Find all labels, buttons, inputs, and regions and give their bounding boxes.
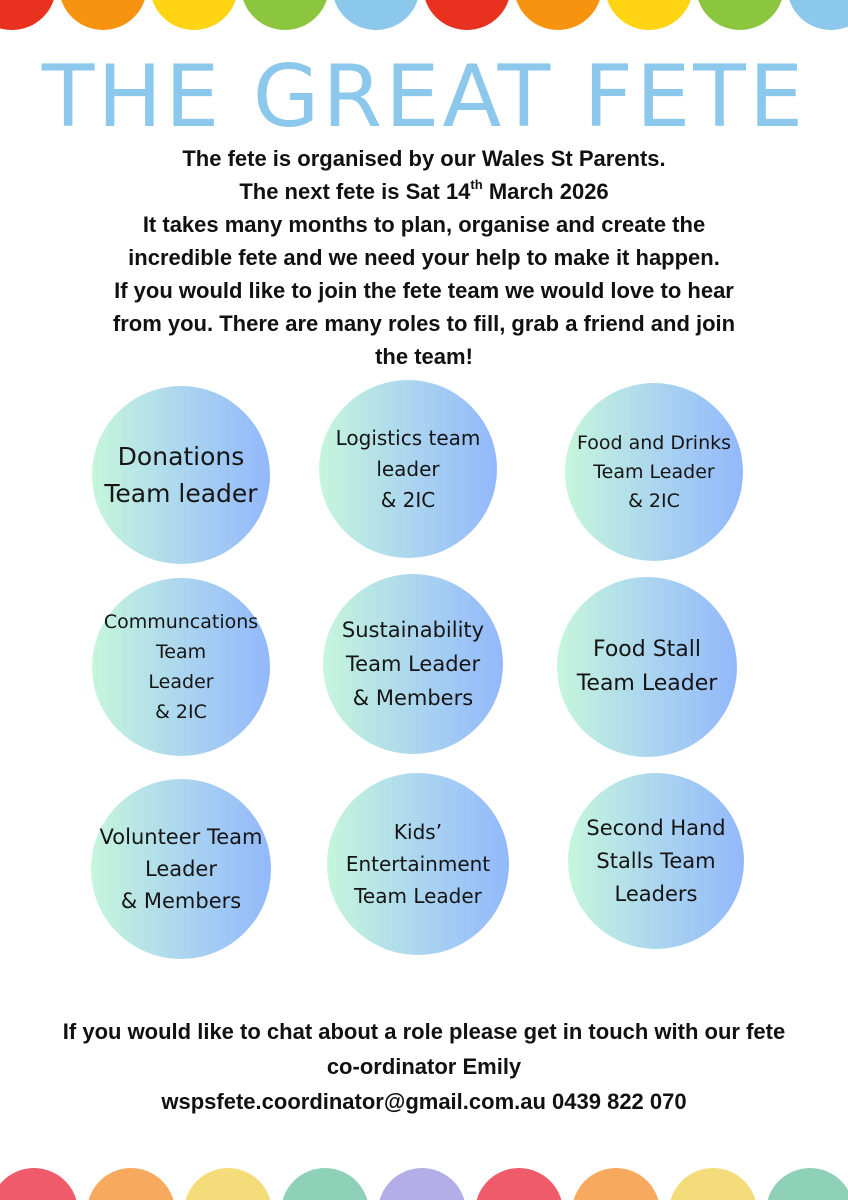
role-label-line: Entertainment	[345, 852, 491, 876]
contact-details: wspsfete.coordinator@gmail.com.au 0439 822 070	[161, 1089, 687, 1114]
role-label-line: & 2IC	[628, 489, 680, 512]
decorative-dot	[332, 0, 420, 30]
intro-date-month: March 2026	[482, 179, 609, 204]
decorative-dot	[423, 0, 511, 30]
decorative-dot	[150, 0, 238, 30]
role-label-line: Team	[155, 641, 207, 663]
role-label	[346, 816, 490, 912]
role-circle	[323, 574, 503, 754]
contact-text: If you would like to chat about a role please get in touch with our fete	[62, 1019, 786, 1044]
intro-date-text: The next fete is Sat 14	[239, 179, 471, 204]
decorative-dot	[572, 1168, 660, 1200]
decorative-dot	[475, 1168, 563, 1200]
role-label-line: & 2IC	[380, 487, 436, 512]
intro-line: from you. There are many roles to fill, grab a friend and join	[112, 311, 736, 336]
role-label-line: Team leader	[104, 479, 258, 508]
role-label-line: Donations	[117, 442, 245, 471]
decorative-dot	[766, 1168, 848, 1200]
intro-line: It takes many months to plan, organise and create the	[142, 212, 706, 237]
role-label-line: Volunteer Team	[99, 825, 263, 849]
role-label	[104, 438, 257, 512]
decorative-dot	[514, 0, 602, 30]
role-circle	[92, 578, 270, 756]
role-label	[586, 812, 725, 911]
role-label	[336, 423, 481, 516]
role-label-line: Stalls Team	[596, 848, 716, 873]
role-label-line: Team Leader	[593, 460, 715, 483]
intro-text	[40, 142, 808, 373]
intro-line: The fete is organised by our Wales St Parents.	[182, 146, 666, 171]
role-label-line: Communcations	[103, 611, 259, 633]
decorative-dot	[59, 0, 147, 30]
role-circle	[565, 383, 743, 561]
role-label	[577, 429, 731, 516]
role-label	[104, 607, 258, 727]
role-label-line: Sustainability	[341, 618, 485, 642]
decorative-dot	[787, 0, 848, 30]
role-label	[342, 613, 484, 715]
page-title: THE GREAT FETE	[41, 47, 807, 147]
role-label-line: Team Leader	[354, 884, 482, 908]
intro-line: If you would like to join the fete team we would love to hear	[114, 278, 734, 303]
role-circle	[327, 773, 509, 955]
decorative-dot	[184, 1168, 272, 1200]
contact-name: co-ordinator Emily	[326, 1054, 522, 1079]
role-circle	[319, 380, 497, 558]
decorative-dot	[0, 1168, 78, 1200]
decorative-dot	[241, 0, 329, 30]
role-label-line: Team Leader	[576, 671, 718, 696]
contact-section	[0, 1014, 848, 1119]
role-circle	[557, 577, 737, 757]
role-label-line: & Members	[352, 686, 474, 710]
intro-date-line	[40, 175, 808, 208]
intro-line: the team!	[375, 344, 473, 369]
decorative-dot	[605, 0, 693, 30]
role-label-line: Second Hand	[586, 815, 726, 840]
role-label	[100, 821, 263, 917]
role-label-line: Kids’	[393, 820, 443, 844]
role-label-line: Team Leader	[345, 652, 481, 676]
role-circle	[568, 773, 744, 949]
decorative-dot	[669, 1168, 757, 1200]
role-circle	[92, 386, 270, 564]
role-label-line: Leader	[144, 857, 217, 881]
intro-date-suffix: th	[470, 176, 483, 192]
role-label	[577, 633, 718, 701]
role-circle	[91, 779, 271, 959]
bottom-dot-border	[0, 1168, 848, 1200]
top-dot-border	[0, 0, 848, 32]
intro-line: incredible fete and we need your help to make it happen.	[128, 245, 720, 270]
role-label-line: Leader	[148, 671, 214, 693]
role-label-line: leader	[376, 456, 440, 481]
role-label-line: & 2IC	[155, 701, 207, 723]
role-label-line: Logistics team	[335, 425, 481, 450]
decorative-dot	[378, 1168, 466, 1200]
role-label-line: Food and Drinks	[576, 431, 732, 454]
decorative-dot	[0, 0, 56, 30]
decorative-dot	[696, 0, 784, 30]
decorative-dot	[281, 1168, 369, 1200]
role-label-line: & Members	[120, 889, 242, 913]
role-label-line: Food Stall	[592, 637, 702, 662]
decorative-dot	[87, 1168, 175, 1200]
role-label-line: Leaders	[614, 881, 698, 906]
